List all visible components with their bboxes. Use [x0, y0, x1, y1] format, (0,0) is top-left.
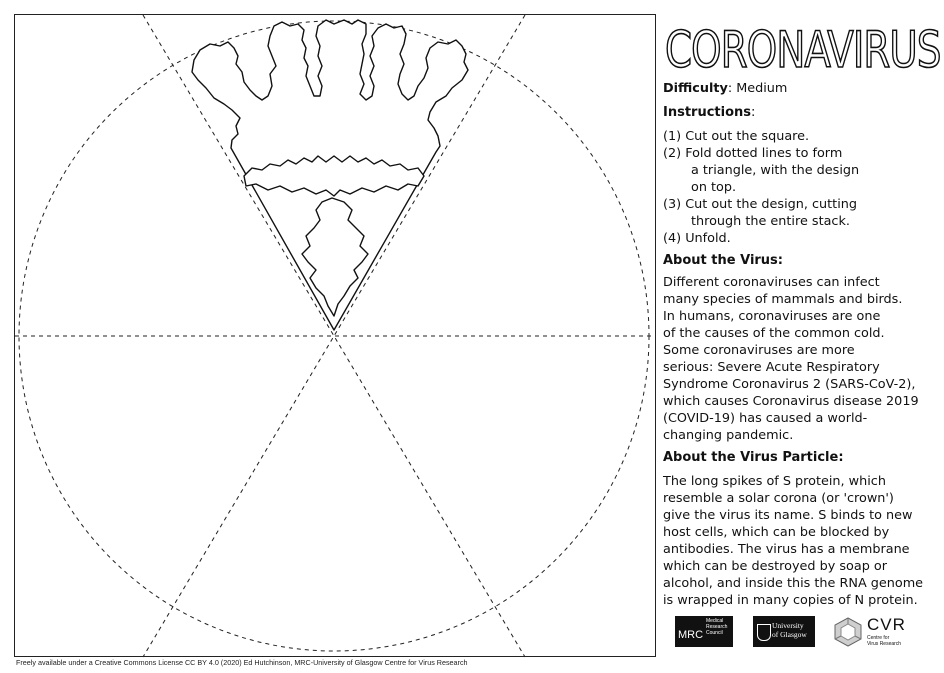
instructions-list	[663, 128, 935, 247]
info-panel	[663, 21, 941, 609]
university-of-glasgow-logo: University of Glasgow	[753, 616, 815, 647]
difficulty-line	[663, 80, 935, 97]
instruction-step: (2) Fold dotted lines to form	[663, 146, 843, 161]
instruction-step-continued: on top.	[691, 180, 737, 195]
difficulty-label: Difficulty	[663, 81, 728, 96]
about-particle-heading: About the Virus Particle:	[663, 450, 844, 465]
sponsor-logos	[675, 615, 935, 651]
mrc-logo: MRC Medical Research Council	[675, 616, 733, 647]
license-credit: Freely available under a Creative Commons License CC BY 4.0 (2020) Ed Hutchinson, MRC-University of Glasgow Centre for Virus Research	[16, 658, 468, 667]
cvr-logo: CVR Centre for Virus Research	[833, 615, 935, 649]
page-title: CORONAVIRUS	[665, 21, 941, 79]
about-virus-heading: About the Virus:	[663, 253, 783, 268]
instruction-step-continued: a triangle, with the design	[691, 163, 860, 178]
about-particle-text: The long spikes of S protein, which resemble a solar corona (or 'crown') give the virus its name. S binds to new host cells, which can be blocked by antibodies. The virus has a membrane which can be destroyed by soap or alcohol, and inside this the RNA genome is wrapped in many copies of N protein.	[663, 474, 924, 608]
instruction-step: (1) Cut out the square.	[663, 129, 810, 144]
instruction-step-continued: through the entire stack.	[691, 214, 850, 229]
instructions-heading: Instructions:	[663, 105, 756, 120]
about-virus-text: Different coronaviruses can infect many species of mammals and birds. In humans, coronaviruses are one of the causes of the common cold. Some coronaviruses are more serious: Severe Acute Respiratory Syndrome Coronavirus 2 (SARS-CoV-2), which causes Coronavirus disease 2019 (COVID-19) has caused a world- changing pandemic.	[663, 275, 919, 443]
cvr-emblem-icon	[833, 617, 863, 647]
crest-icon	[757, 624, 771, 641]
difficulty-value: : Medium	[727, 81, 788, 96]
instruction-step: (3) Cut out the design, cutting	[663, 197, 857, 212]
instruction-step: (4) Unfold.	[663, 231, 731, 246]
snowflake-design	[192, 20, 468, 330]
